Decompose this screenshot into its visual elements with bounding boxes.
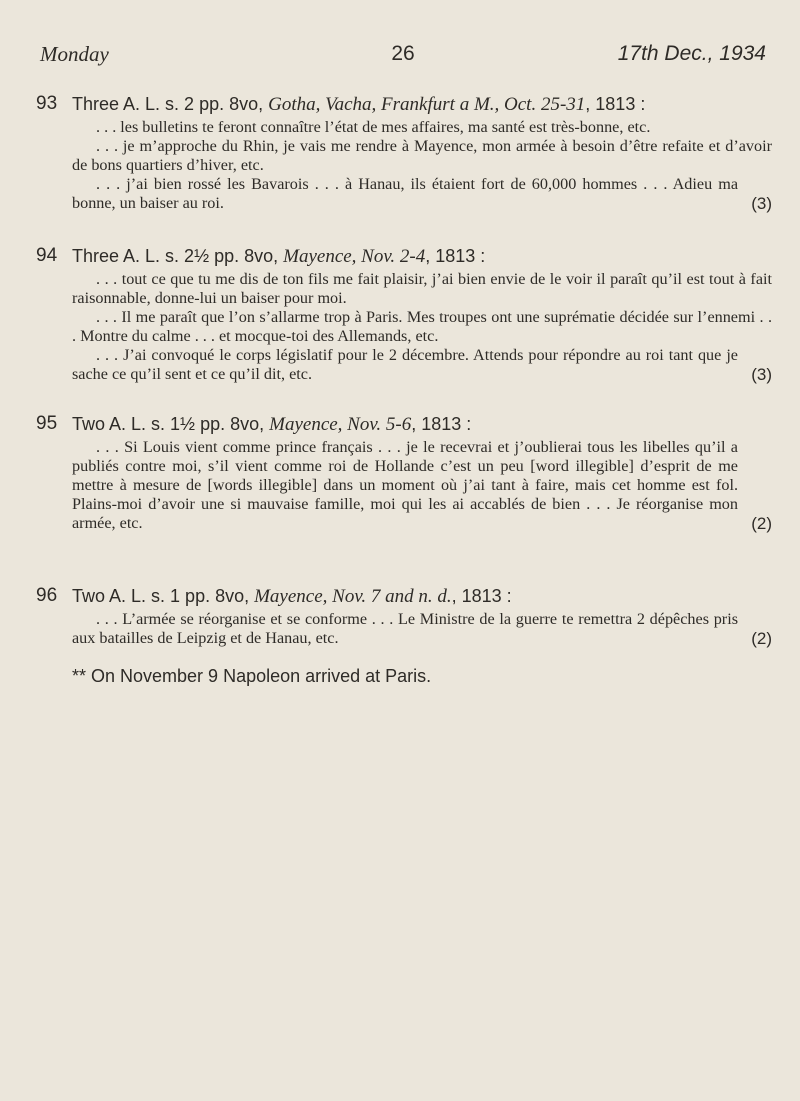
lot-paragraph: . . . Si Louis vient comme prince français . . . je le recevrai et j’oublierai tous les libelles qu’il a publiés contre moi, s’il vient comme roi de Hollande c’est un peu [word illegible] d’esprit de me mettre à mesure de [words illegible] dans un moment où j’ai tant à faire, mais cet homme est fol. Plains-moi d’avoir une si mauvaise famille, moi qui les ai accablés de bien . . . Je réorganise mon armée, etc. (2): [72, 438, 772, 533]
footnote: ** On November 9 Napoleon arrived at Paris.: [72, 666, 432, 686]
header-day: Monday: [40, 42, 109, 66]
lot-description: [72, 438, 772, 533]
lot-count: (2): [751, 629, 772, 648]
lot-count: (2): [751, 514, 772, 533]
lot-paragraph: . . . L’armée se réorganise et se conforme . . . Le Ministre de la guerre te remettra 2 dépêches pris aux batailles de Leipzig et de Hanau, etc. (2): [72, 610, 772, 648]
header-date: 17th Dec., 1934: [617, 42, 766, 65]
lot-description: [72, 270, 772, 384]
lot-title: Three A. L. s. 2½ pp. 8vo, Mayence, Nov. 2-4, 1813 :: [72, 246, 486, 267]
lot-count: (3): [751, 194, 772, 213]
lot-paragraph: . . . je m’approche du Rhin, je vais me rendre à Mayence, mon armée à besoin d’être refaite et d’avoir de bons quartiers d’hiver, etc.: [72, 137, 772, 174]
lot-paragraph: . . . j’ai bien rossé les Bavarois . . . à Hanau, ils étaient fort de 60,000 hommes . . . Adieu ma bonne, un baiser au roi. (3): [72, 175, 772, 213]
lot-description: [72, 610, 772, 648]
lot-description: [72, 118, 772, 213]
lot-paragraph: . . . Il me paraît que l’on s’allarme trop à Paris. Mes troupes ont une suprématie décidée sur l’ennemi . . . Montre du calme . . . et mocque-toi des Allemands, etc.: [72, 308, 772, 345]
header-page-number: 26: [391, 42, 415, 65]
lot-paragraph: . . . tout ce que tu me dis de ton fils me fait plaisir, j’ai bien envie de le voir il paraît qu’il est tout à fait raisonnable, donne-lui un baiser pour moi.: [72, 270, 772, 307]
page-header: [40, 42, 766, 72]
lot-title: Three A. L. s. 2 pp. 8vo, Gotha, Vacha, Frankfurt a M., Oct. 25-31, 1813 :: [72, 94, 646, 115]
lot-paragraph: . . . J’ai convoqué le corps législatif pour le 2 décembre. Attends pour répondre au roi tant que je sache ce qu’il sent et ce qu’il dit, etc. (3): [72, 346, 772, 384]
lot-number: 93: [36, 93, 58, 114]
lot-title: Two A. L. s. 1 pp. 8vo, Mayence, Nov. 7 and n. d., 1813 :: [72, 586, 512, 607]
lot-number: 94: [36, 245, 58, 266]
lot-paragraph: . . . les bulletins te feront connaître l’état de mes affaires, ma santé est très-bonne, etc.: [96, 118, 651, 136]
lot-number: 96: [36, 585, 58, 606]
lot-count: (3): [751, 365, 772, 384]
lot-number: 95: [36, 413, 58, 434]
lot-title: Two A. L. s. 1½ pp. 8vo, Mayence, Nov. 5-6, 1813 :: [72, 414, 472, 435]
